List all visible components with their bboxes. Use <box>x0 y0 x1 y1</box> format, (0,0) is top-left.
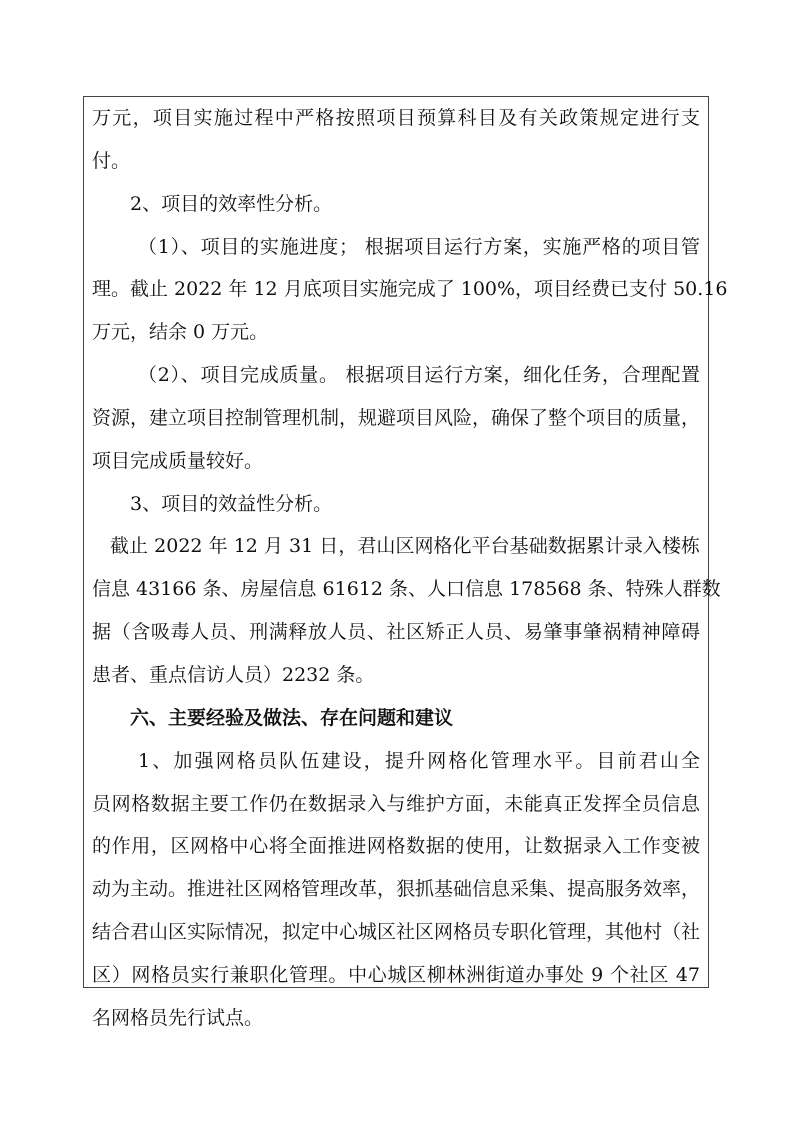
paragraph-line: 据（含吸毒人员、刑满释放人员、社区矫正人员、易肇事肇祸精神障碍 <box>92 621 700 644</box>
section-heading-efficiency: 2、项目的效率性分析。 <box>130 192 333 215</box>
paragraph-line: 项目完成质量较好。 <box>92 449 264 472</box>
paragraph-line: 名网格员先行试点。 <box>92 1006 264 1029</box>
paragraph-line: 万元，项目实施过程中严格按照项目预算科目及有关政策规定进行支 <box>92 107 700 129</box>
paragraph-line: 的作用，区网格中心将全面推进网格数据的使用，让数据录入工作变被 <box>92 835 700 858</box>
paragraph-line: 动为主动。推进社区网格管理改革，狠抓基础信息采集、提高服务效率， <box>92 878 701 901</box>
paragraph-line: 结合君山区实际情况，拟定中心城区社区网格员专职化管理，其他村（社 <box>92 921 701 944</box>
document-body <box>92 97 728 1040</box>
paragraph-line: （2）、项目完成质量。 根据项目运行方案，细化任务，合理配置 <box>138 364 700 387</box>
paragraph-line: 资源，建立项目控制管理机制，规避项目风险，确保了整个项目的质量， <box>92 406 701 429</box>
paragraph-line: 员网格数据主要工作仍在数据录入与维护方面，未能真正发挥全员信息 <box>92 792 700 815</box>
paragraph-line: 区）网格员实行兼职化管理。中心城区柳林洲街道办事处 9 个社区 47 <box>92 963 700 986</box>
paragraph-line: 付。 <box>92 149 131 172</box>
paragraph-line: 1、加强网格员队伍建设，提升网格化管理水平。目前君山全 <box>138 749 700 772</box>
paragraph-line: （1）、项目的实施进度； 根据项目运行方案，实施严格的项目管 <box>138 235 700 258</box>
paragraph-line: 理。截止 2022 年 12 月底项目实施完成了 100%，项目经费已支付 50.16 <box>92 278 728 301</box>
section-heading-benefit: 3、项目的效益性分析。 <box>130 492 333 515</box>
paragraph-line: 信息 43166 条、房屋信息 61612 条、人口信息 178568 条、特殊人群数 <box>92 578 721 601</box>
paragraph-line: 万元，结余 0 万元。 <box>92 321 269 344</box>
section-heading-experience: 六、主要经验及做法、存在问题和建议 <box>130 706 454 729</box>
paragraph-line: 患者、重点信访人员）2232 条。 <box>92 663 375 686</box>
paragraph-line: 截止 2022 年 12 月 31 日，君山区网格化平台基础数据累计录入楼栋 <box>110 535 700 558</box>
